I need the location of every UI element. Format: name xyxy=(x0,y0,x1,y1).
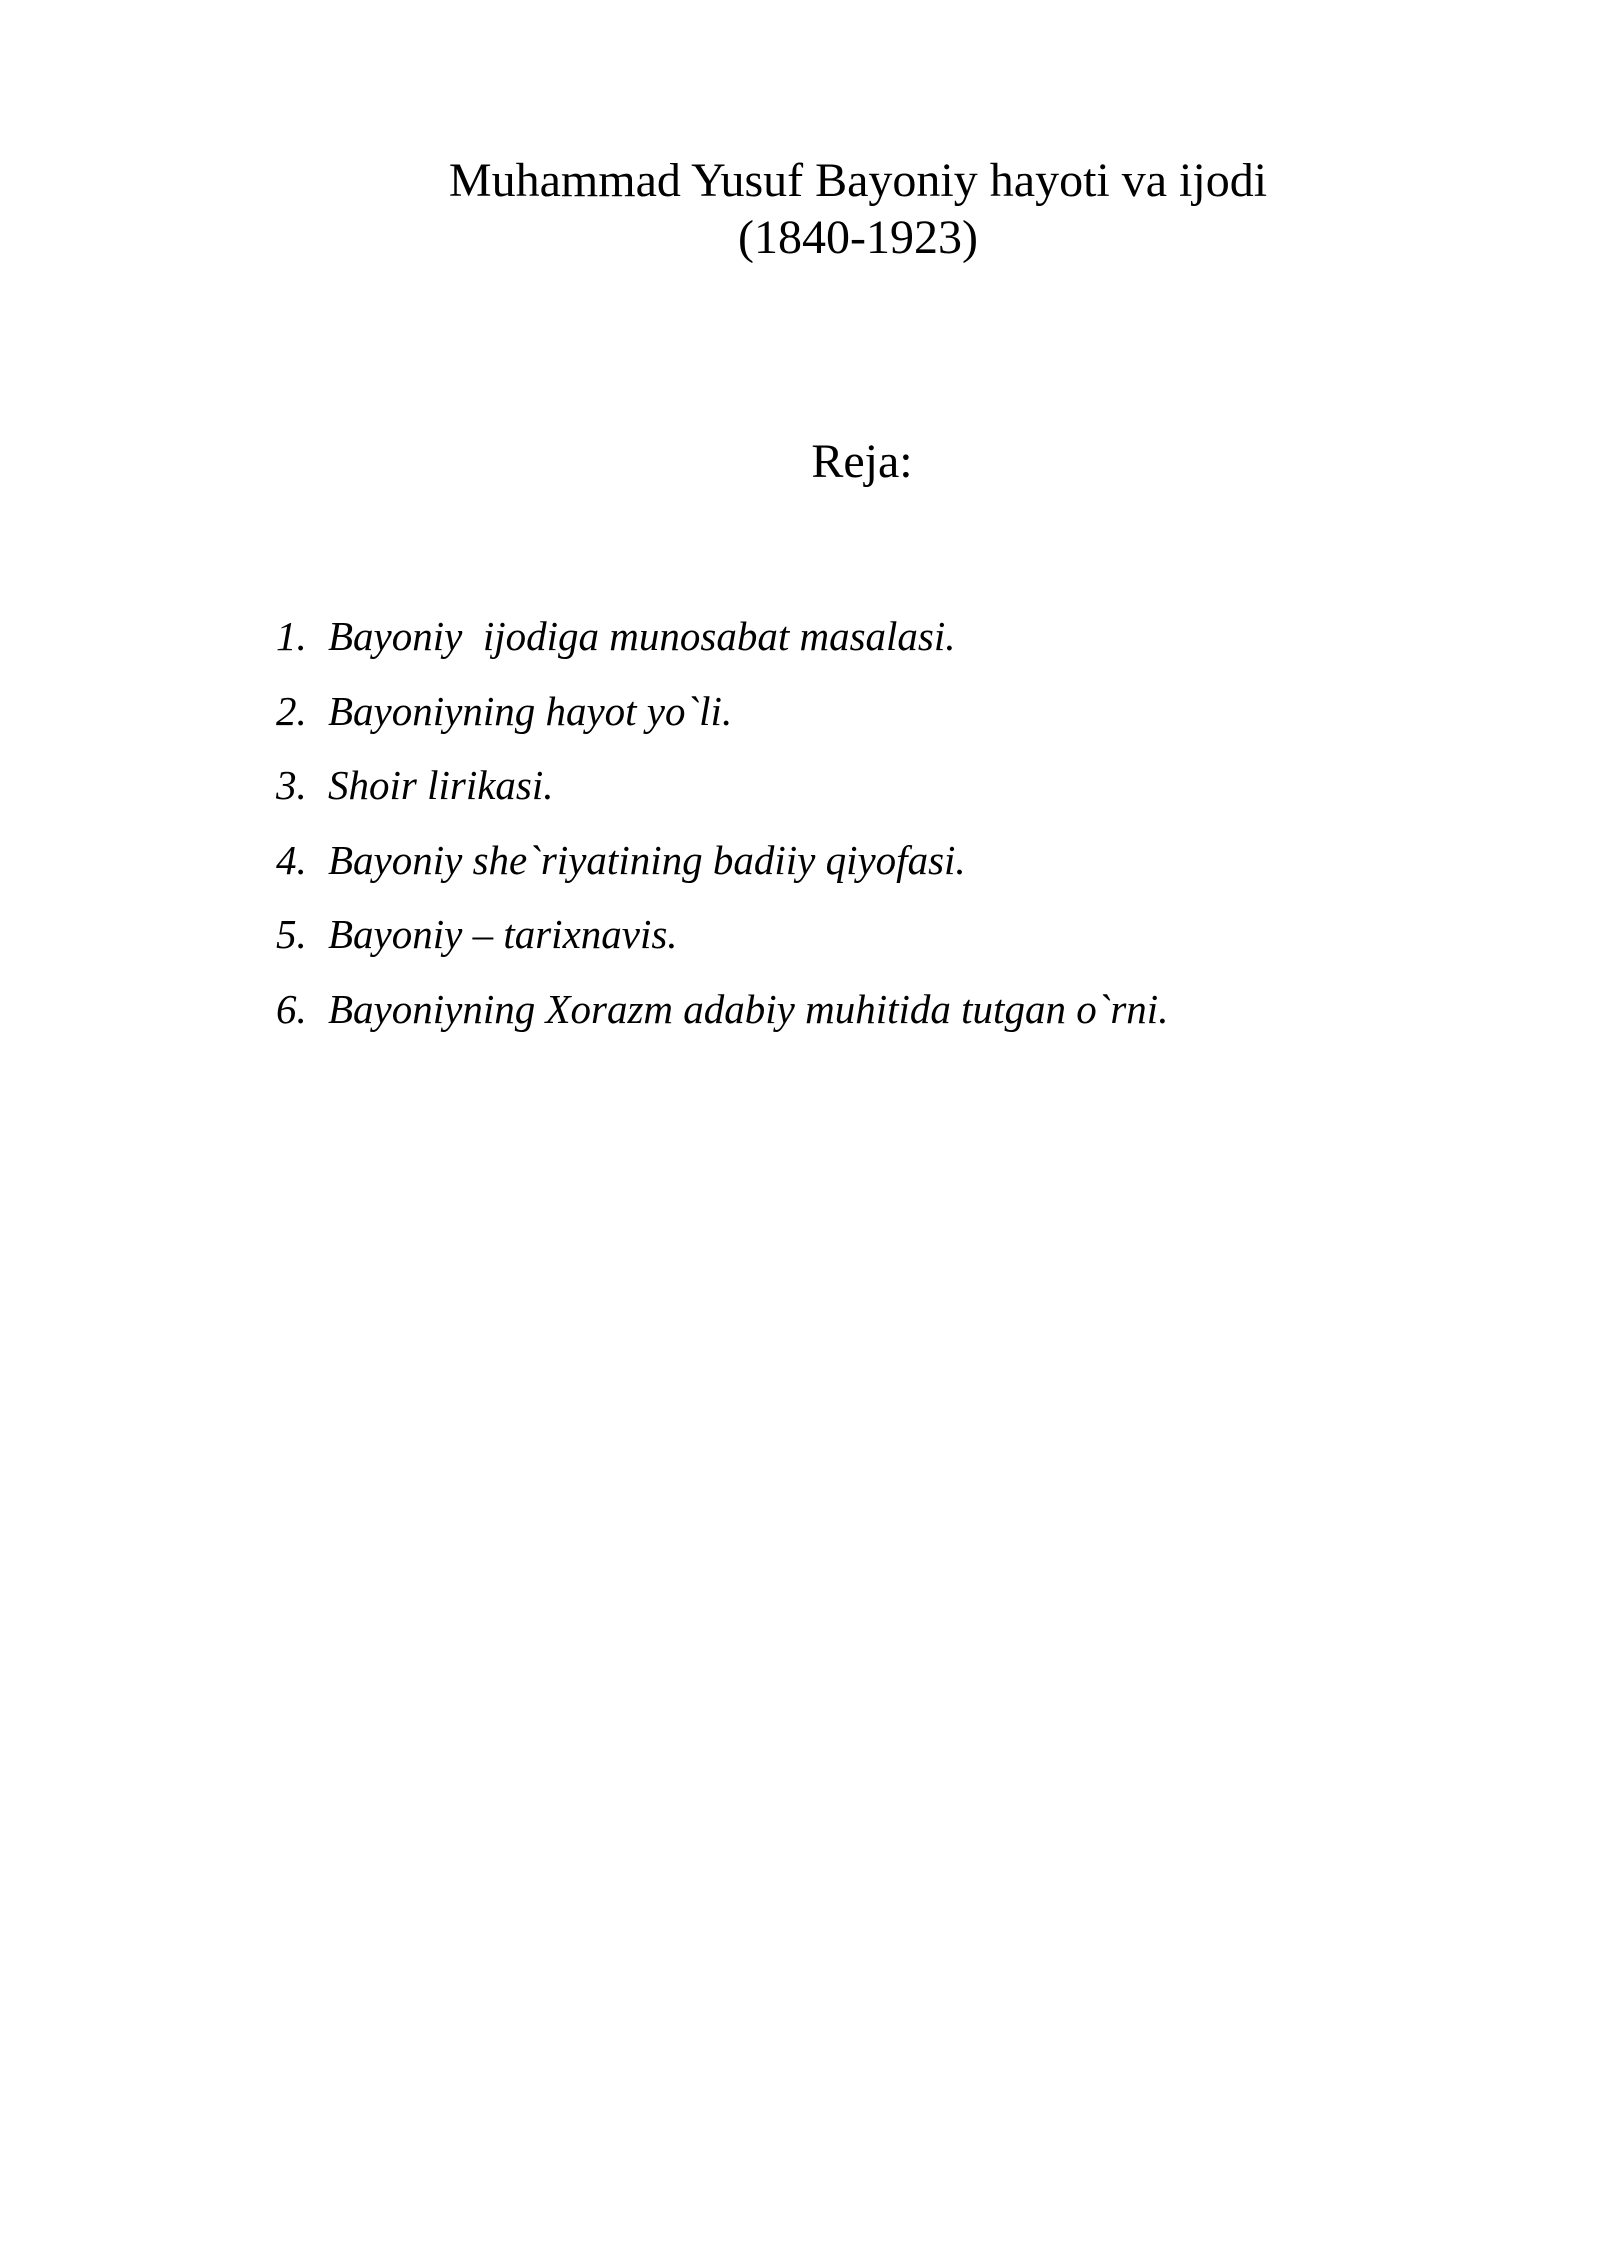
plan-item-text: Bayoniyning hayot yo`li. xyxy=(328,687,733,734)
plan-list xyxy=(276,599,1168,1046)
plan-item-number: 4. xyxy=(276,836,307,883)
plan-item xyxy=(276,748,1168,823)
document-years: (1840-1923) xyxy=(738,211,978,264)
document-title: Muhammad Yusuf Bayoniy hayoti va ijodi xyxy=(448,154,1268,207)
plan-item xyxy=(276,674,1168,749)
plan-item xyxy=(276,972,1168,1047)
plan-item-number: 6. xyxy=(276,985,307,1032)
plan-item-text: Bayoniy ijodiga munosabat masalasi. xyxy=(328,613,956,659)
plan-item-text: Bayoniyning Xorazm adabiy muhitida tutgan o`rni. xyxy=(328,985,1169,1032)
plan-item xyxy=(276,897,1168,972)
plan-item-text: Shoir lirikasi. xyxy=(328,762,554,808)
plan-item-number: 1. xyxy=(276,613,307,659)
plan-item-text: Bayoniy she`riyatining badiiy qiyofasi. xyxy=(328,836,966,883)
plan-item-number: 5. xyxy=(276,911,307,957)
plan-item-text: Bayoniy – tarixnavis. xyxy=(328,911,678,957)
plan-heading: Reja: xyxy=(811,435,913,488)
plan-item-number: 2. xyxy=(276,687,307,734)
plan-item-number: 3. xyxy=(276,762,307,808)
plan-item xyxy=(276,599,1168,674)
title-block xyxy=(0,152,1600,266)
plan-item xyxy=(276,823,1168,898)
